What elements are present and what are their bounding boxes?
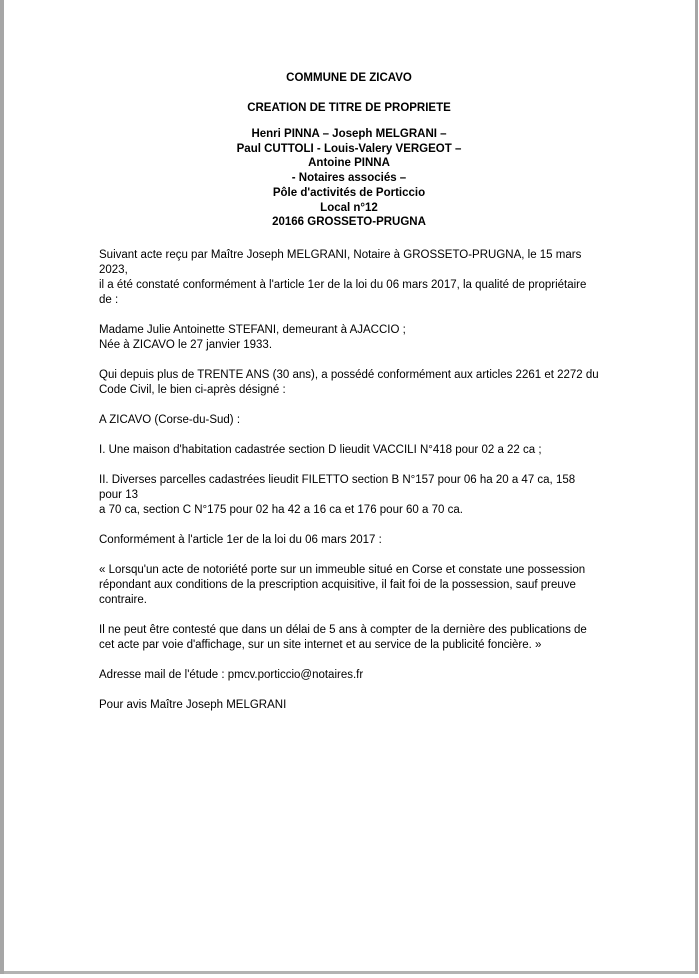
notary-office-block bbox=[99, 127, 599, 230]
paragraph-adresse-mail bbox=[99, 668, 599, 683]
text-line: cet acte par voie d'affichage, sur un site internet et au service de la publicité foncière. » bbox=[99, 638, 542, 651]
text-line: contraire. bbox=[99, 593, 147, 606]
paragraph-proprietaire bbox=[99, 323, 599, 353]
document-header bbox=[99, 71, 599, 230]
text-line: Adresse mail de l'étude : pmcv.porticcio@notaires.fr bbox=[99, 668, 364, 681]
notary-line: Pôle d'activités de Porticcio bbox=[272, 186, 426, 199]
text-line: répondant aux conditions de la prescription acquisitive, il fait foi de la possession, sauf preuve bbox=[99, 578, 576, 591]
text-line: I. Une maison d'habitation cadastrée section D lieudit VACCILI N°418 pour 02 a 22 ca ; bbox=[99, 443, 542, 456]
paragraph-citation-1 bbox=[99, 563, 599, 608]
text-line: Suivant acte reçu par Maître Joseph MELGRANI, Notaire à GROSSETO-PRUGNA, le 15 mars 2023, bbox=[99, 248, 582, 276]
notary-line: 20166 GROSSETO-PRUGNA bbox=[272, 216, 426, 229]
notary-line: Paul CUTTOLI - Louis-Valery VERGEOT – bbox=[236, 142, 462, 155]
paragraph-citation-2 bbox=[99, 623, 599, 653]
text-line: Conformément à l'article 1er de la loi du 06 mars 2017 : bbox=[99, 533, 382, 546]
text-line: a 70 ca, section C N°175 pour 02 ha 42 a 16 ca et 176 pour 60 a 70 ca. bbox=[99, 503, 463, 516]
commune-title: COMMUNE DE ZICAVO bbox=[286, 72, 412, 84]
text-line: Madame Julie Antoinette STEFANI, demeurant à AJACCIO ; bbox=[99, 323, 406, 336]
document-title: CREATION DE TITRE DE PROPRIETE bbox=[247, 102, 451, 114]
paragraph-pour-avis bbox=[99, 698, 599, 713]
text-line: Code Civil, le bien ci-après désigné : bbox=[99, 383, 286, 396]
paragraph-bien-2 bbox=[99, 473, 599, 518]
notary-line: Antoine PINNA bbox=[308, 157, 390, 170]
page-bottom-border bbox=[4, 971, 695, 974]
text-line: Pour avis Maître Joseph MELGRANI bbox=[99, 698, 287, 711]
text-line: Qui depuis plus de TRENTE ANS (30 ans), a possédé conformément aux articles 2261 et 2272 du bbox=[99, 368, 599, 381]
text-line: « Lorsqu'un acte de notoriété porte sur un immeuble situé en Corse et constate une possession bbox=[99, 563, 586, 576]
paragraph-bien-1 bbox=[99, 443, 599, 458]
document-body bbox=[99, 248, 599, 713]
page-left-border bbox=[0, 0, 4, 974]
paragraph-acte-recu bbox=[99, 248, 599, 308]
page-content bbox=[99, 71, 599, 728]
notary-line: Henri PINNA – Joseph MELGRANI – bbox=[251, 128, 447, 140]
paragraph-possession bbox=[99, 368, 599, 398]
paragraph-conformement bbox=[99, 533, 599, 548]
text-line: Il ne peut être contesté que dans un délai de 5 ans à compter de la dernière des publications de bbox=[99, 623, 587, 636]
page-right-border bbox=[695, 0, 698, 974]
text-line: II. Diverses parcelles cadastrées lieudit FILETTO section B N°157 pour 06 ha 20 a 47 ca, 158 pour 13 bbox=[99, 473, 576, 501]
text-line: il a été constaté conformément à l'article 1er de la loi du 06 mars 2017, la qualité de propriétaire de : bbox=[99, 278, 587, 306]
notary-line: - Notaires associés – bbox=[291, 172, 407, 185]
text-line: A ZICAVO (Corse-du-Sud) : bbox=[99, 413, 241, 426]
paragraph-lieu bbox=[99, 413, 599, 428]
notary-line: Local n°12 bbox=[320, 201, 378, 214]
text-line: Née à ZICAVO le 27 janvier 1933. bbox=[99, 338, 273, 351]
